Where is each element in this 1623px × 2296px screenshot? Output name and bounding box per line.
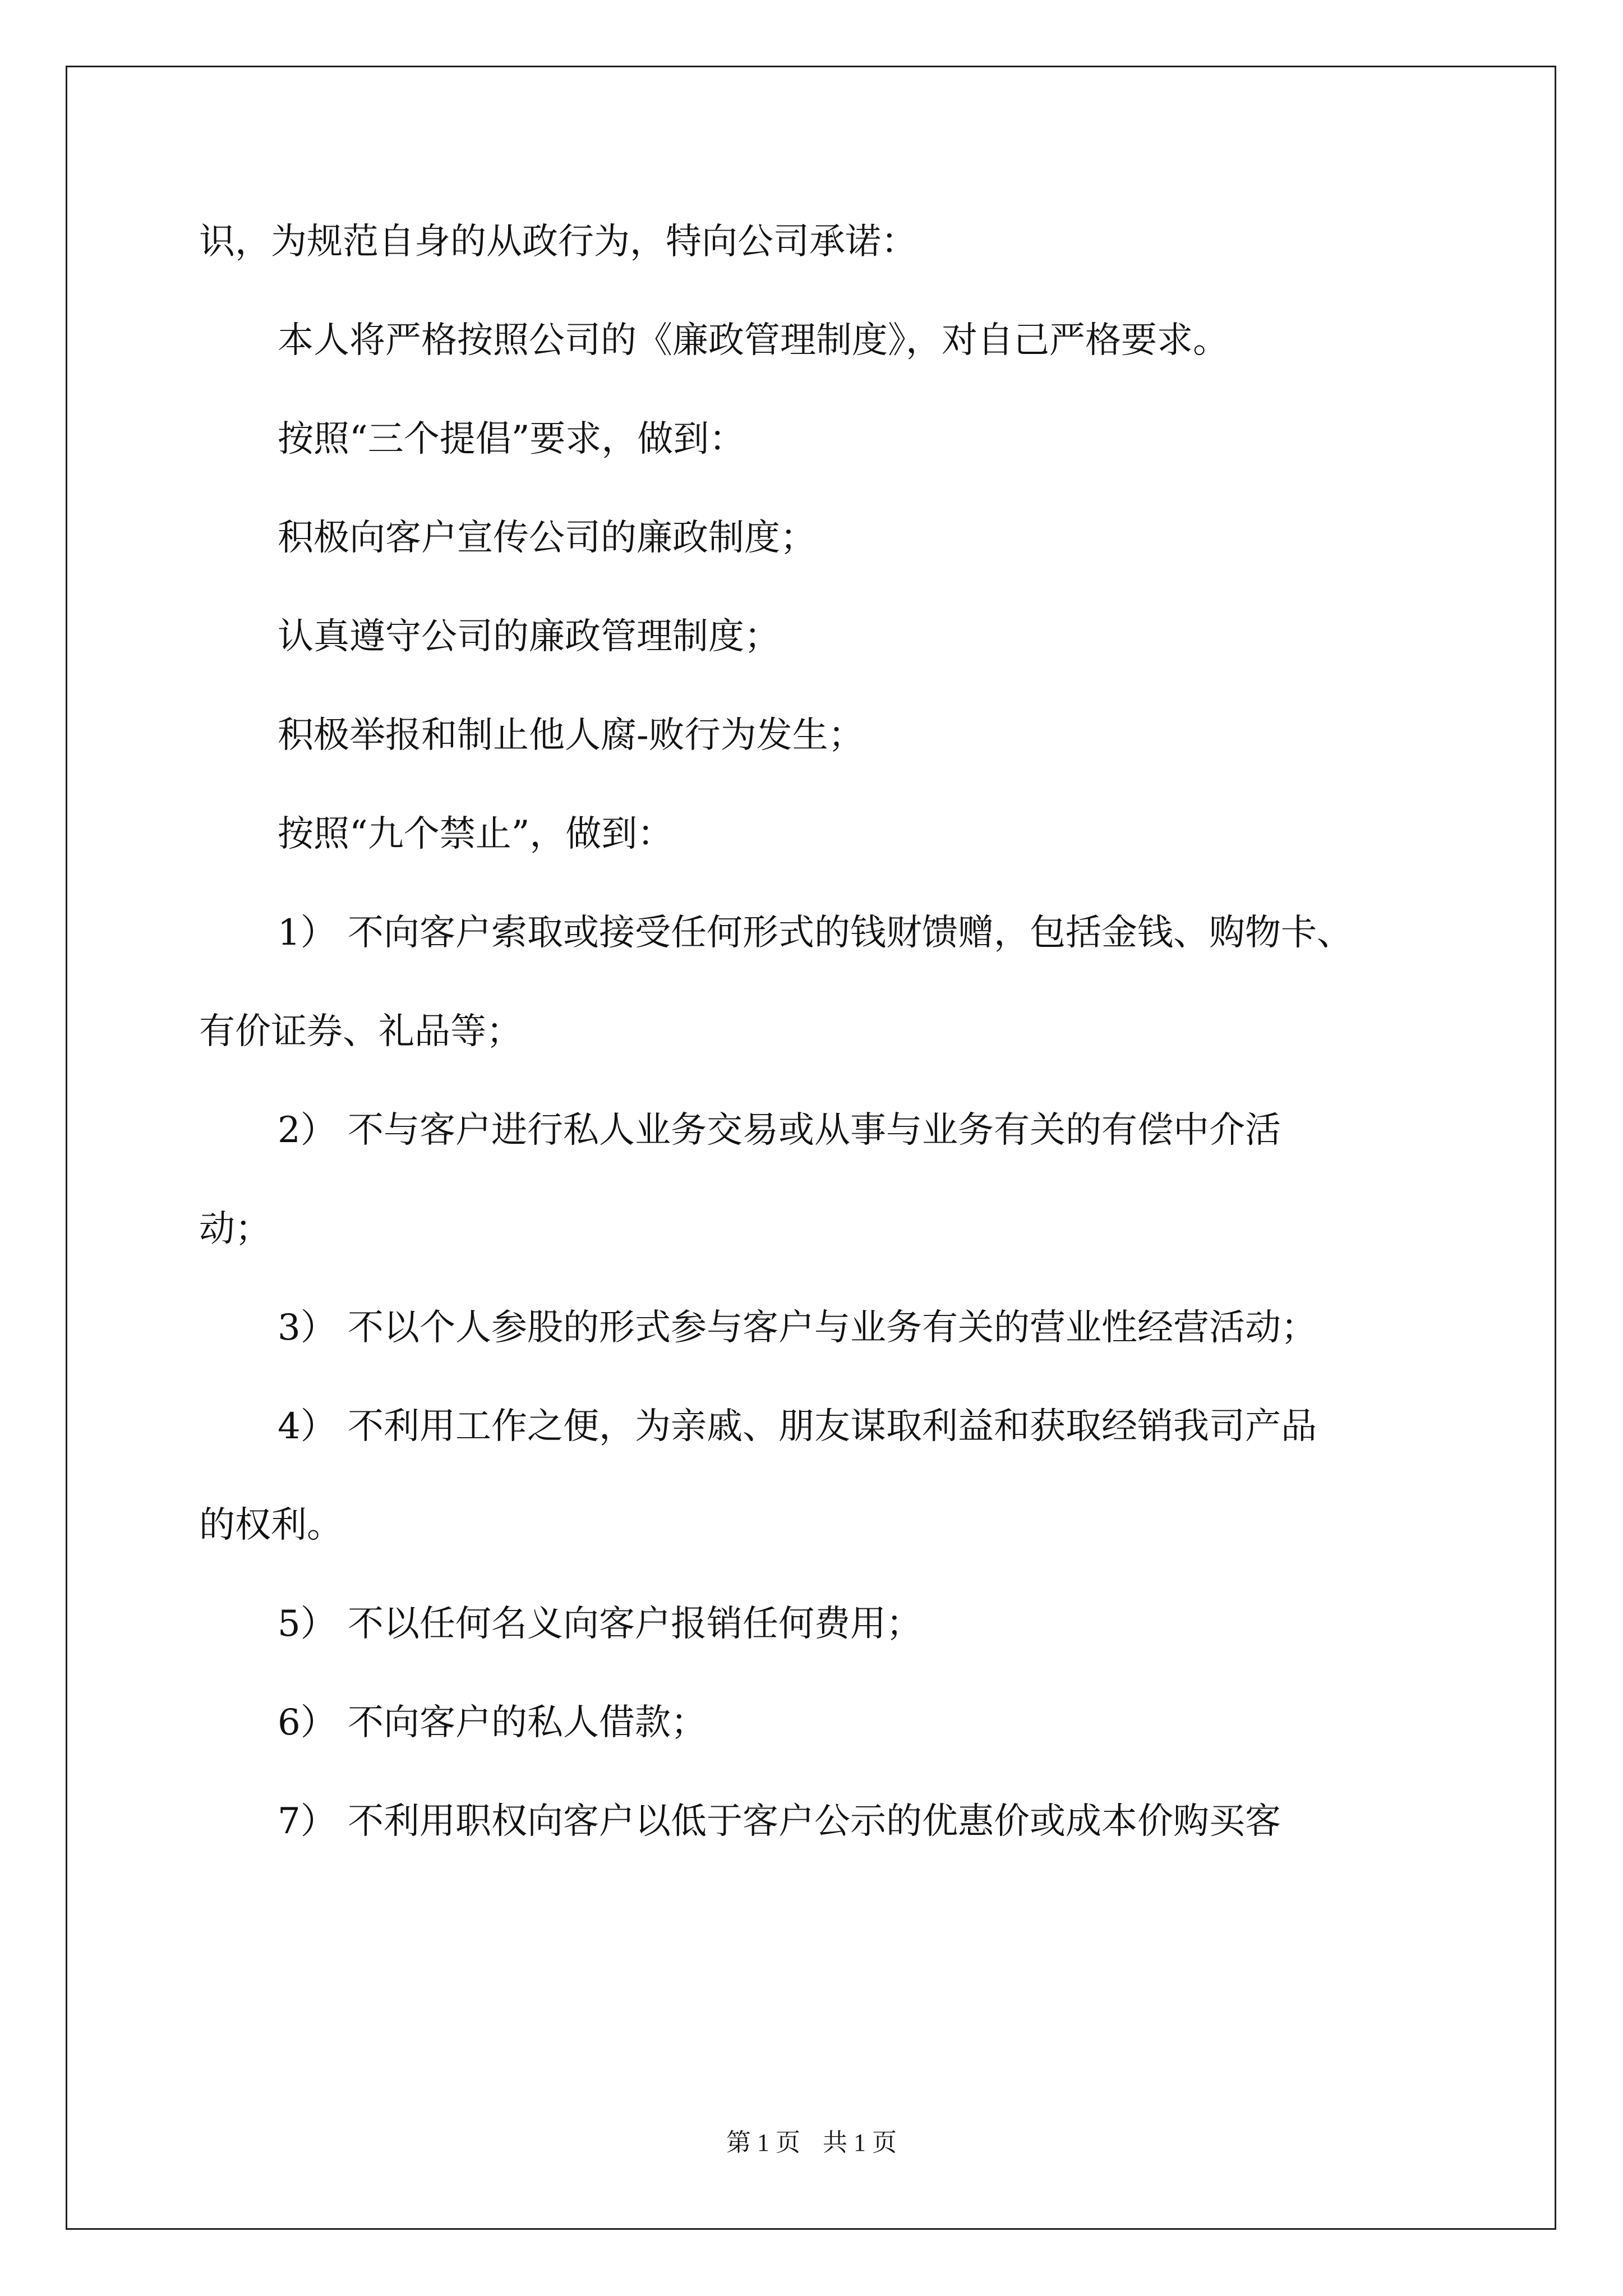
- paragraph-line: 动；: [199, 1208, 271, 1250]
- paragraph-line: 本人将严格按照公司的《廉政管理制度》，对自己严格要求。: [278, 320, 1229, 361]
- paragraph-line: 2） 不与客户进行私人业务交易或从事与业务有关的有偿中介活: [278, 1110, 1281, 1151]
- paragraph-line: 7） 不利用职权向客户以低于客户公示的优惠价或成本价购买客: [278, 1801, 1281, 1842]
- paragraph-line: 有价证券、礼品等；: [199, 1011, 522, 1052]
- paragraph-line: 的权利。: [199, 1504, 343, 1546]
- page-footer: [0, 2126, 1623, 2160]
- paragraph-line: 6） 不向客户的私人借款；: [278, 1702, 707, 1743]
- page-total: 共 1 页: [823, 2129, 897, 2156]
- paragraph-line: 1） 不向客户索取或接受任何形式的钱财馈赠，包括金钱、购物卡、: [278, 912, 1353, 954]
- paragraph-line: 积极向客户宣传公司的廉政制度；: [278, 517, 816, 559]
- page-number: 第 1 页: [726, 2129, 800, 2156]
- paragraph-line: 4） 不利用工作之便，为亲戚、朋友谋取利益和获取经销我司产品: [278, 1406, 1317, 1447]
- paragraph-line: 5） 不以任何名义向客户报销任何费用；: [278, 1603, 923, 1645]
- paragraph-line: 认真遵守公司的廉政管理制度；: [278, 616, 780, 657]
- paragraph-line: 3） 不以个人参股的形式参与客户与业务有关的营业性经营活动；: [278, 1307, 1317, 1349]
- paragraph-line: 按照“九个禁止”，做到：: [278, 813, 674, 855]
- paragraph-line: 按照“三个提倡”要求，做到：: [278, 418, 745, 460]
- paragraph-line: 积极举报和制止他人腐-败行为发生；: [278, 715, 864, 756]
- paragraph-line: 识，为规范自身的从政行为，特向公司承诺：: [199, 221, 917, 263]
